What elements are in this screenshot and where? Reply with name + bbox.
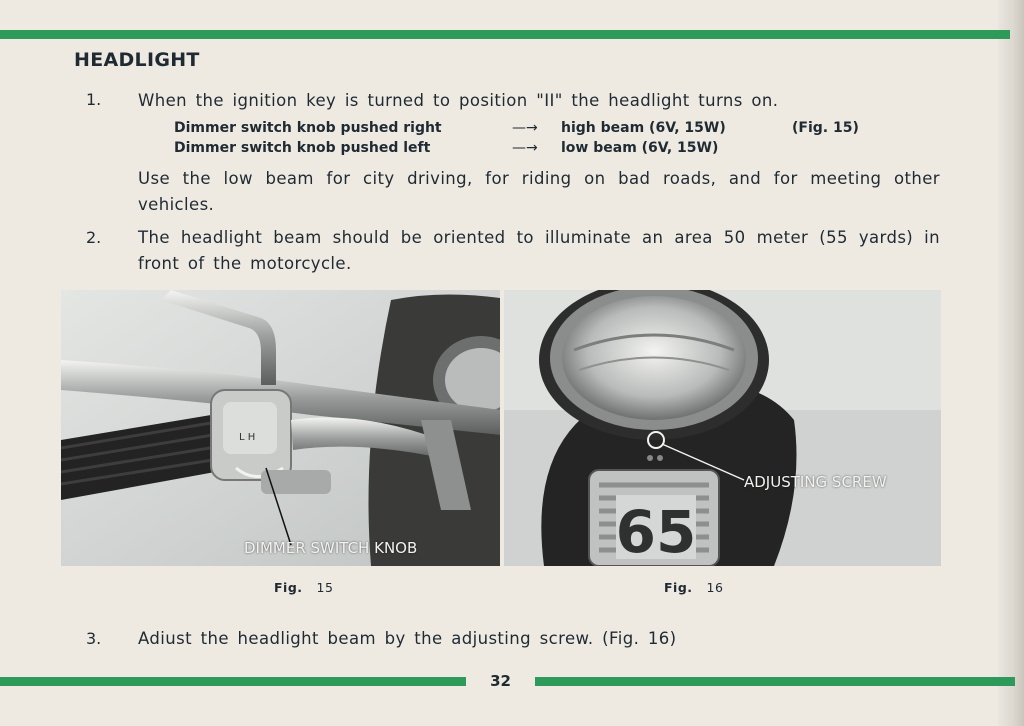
bottom-green-rule-left [0, 677, 466, 686]
page-edge [998, 0, 1024, 726]
dimmer-control-right: Dimmer switch knob pushed right [174, 120, 442, 136]
plate-number: 65 [615, 498, 697, 566]
headlight-illustration [504, 290, 941, 566]
item-3-number: 3. [86, 629, 102, 648]
switch-marks: L H [239, 432, 256, 443]
adjusting-screw-label: ADJUSTING SCREW [744, 473, 887, 491]
top-green-rule [0, 30, 1010, 39]
item-2-number: 2. [86, 228, 102, 247]
dimmer-fig-ref: (Fig. 15) [792, 120, 859, 136]
fig-15-photo [61, 290, 500, 566]
section-title: HEADLIGHT [74, 49, 200, 71]
item-1-text: When the ignition key is turned to position "II" the headlight turns on. [138, 91, 779, 110]
fig-16-caption-number: 16 [706, 580, 724, 595]
handlebar-illustration [61, 290, 500, 566]
dimmer-control-left: Dimmer switch knob pushed left [174, 140, 431, 156]
fig-15-caption [274, 580, 333, 595]
fig-15-caption-label: Fig. [274, 580, 303, 595]
arrow-icon: —→ [512, 120, 538, 136]
page-number: 32 [490, 672, 511, 690]
fig-16-caption [664, 580, 723, 595]
item-1-note: Use the low beam for city driving, for riding on bad roads, and for meeting other vehicles. [138, 169, 940, 214]
item-3-text: Adiust the headlight beam by the adjusting screw. (Fig. 16) [138, 629, 677, 648]
dimmer-result-high: high beam (6V, 15W) [561, 120, 726, 136]
item-2-text: The headlight beam should be oriented to illuminate an area 50 meter (55 yards) in front of the motorcycle. [138, 228, 940, 273]
fig-16-caption-label: Fig. [664, 580, 693, 595]
dimmer-result-low: low beam (6V, 15W) [561, 140, 719, 156]
dimmer-switch-knob-label: DIMMER SWITCH KNOB [244, 539, 418, 557]
fig-15-caption-number: 15 [316, 580, 334, 595]
item-1-number: 1. [86, 90, 102, 109]
arrow-icon: —→ [512, 140, 538, 156]
fig-16-photo [504, 290, 941, 566]
bottom-green-rule-right [535, 677, 1015, 686]
